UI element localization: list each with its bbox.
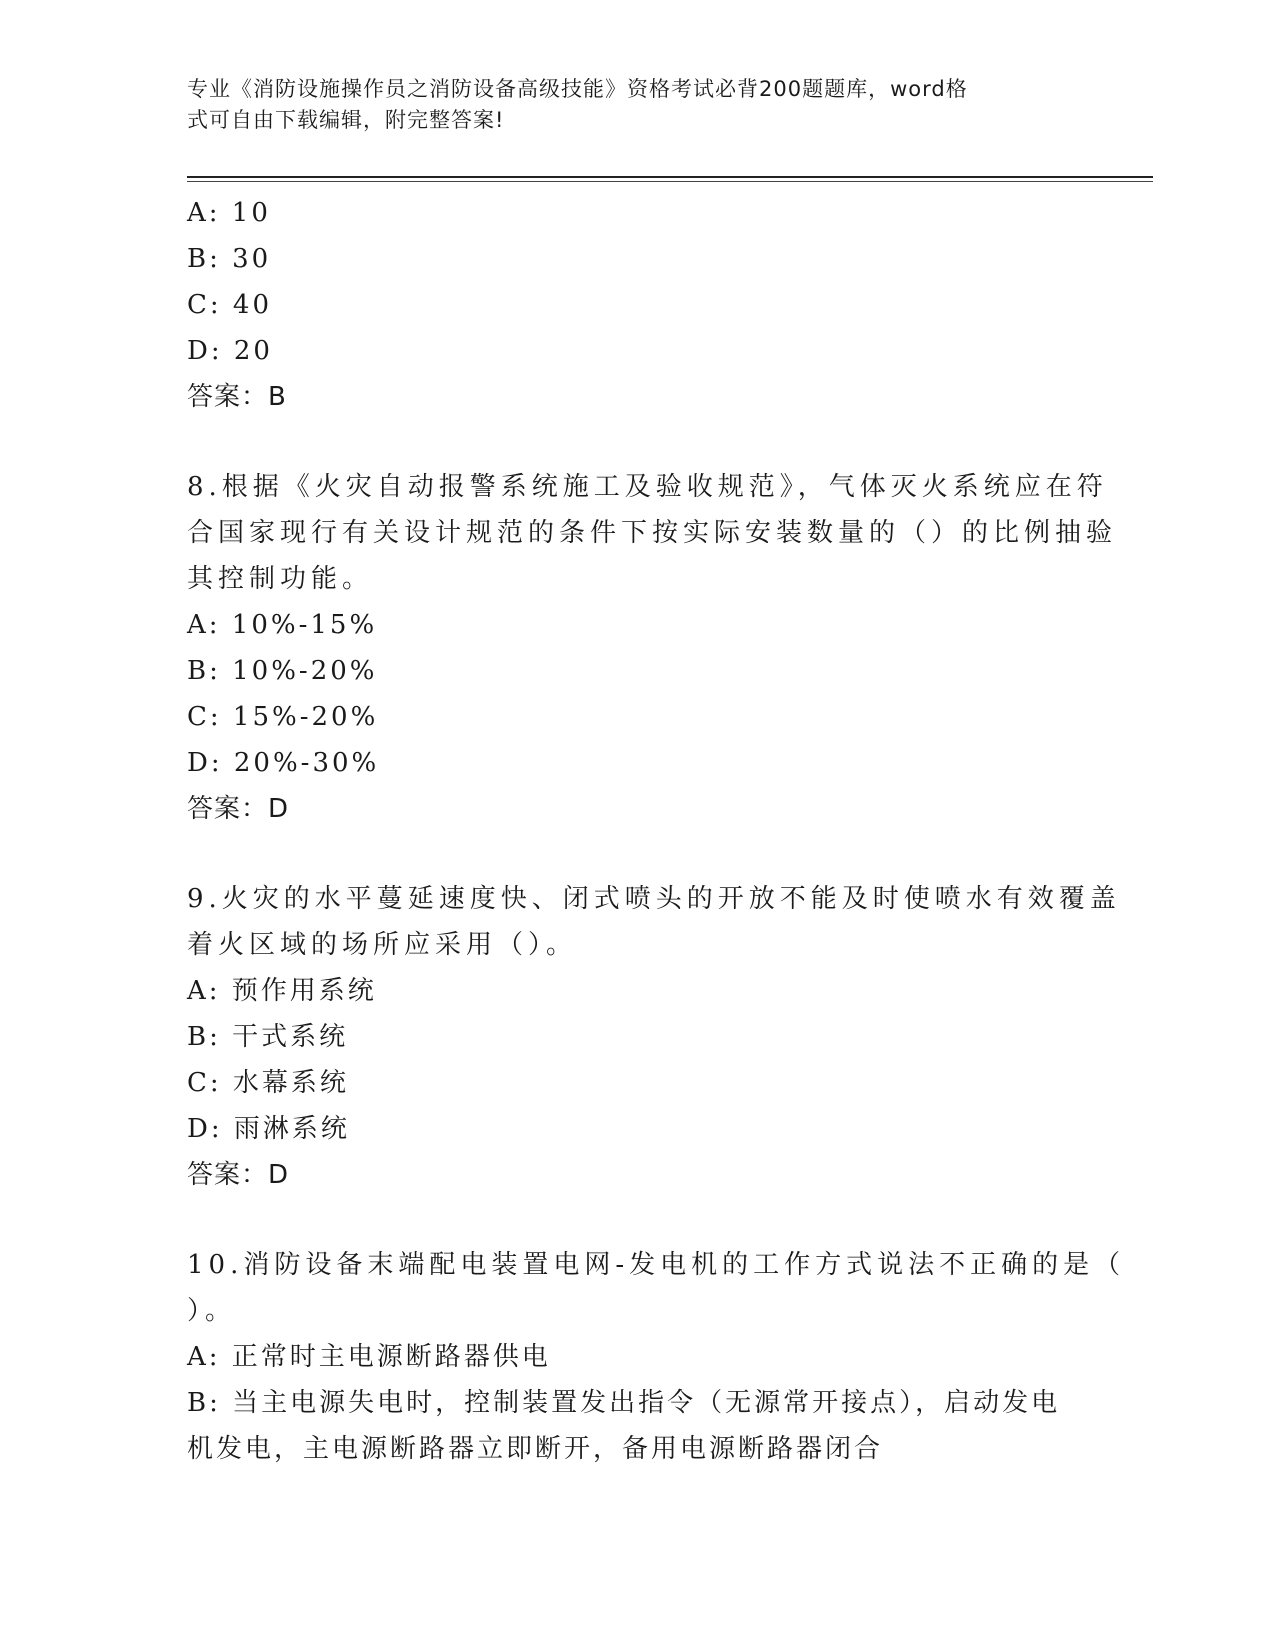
stem-line: 10.消防设备末端配电装置电网-发电机的工作方式说法不正确的是（ — [187, 1250, 1126, 1280]
question-stem — [187, 464, 1118, 602]
document-header — [187, 74, 1067, 136]
option-b: B: 当主电源失电时，控制装置发出指令（无源常开接点），启动发电 — [187, 1388, 1061, 1418]
option-c: C: 40 — [187, 290, 273, 320]
question-stem — [187, 876, 1121, 968]
option-c: C: 水幕系统 — [187, 1068, 349, 1098]
header-line-1: 专业《消防设施操作员之消防设备高级技能》资格考试必背200题题库，word格 — [187, 77, 968, 101]
option-b: B: 10%-20% — [187, 656, 378, 686]
question-8 — [187, 464, 1118, 832]
question-10 — [187, 1242, 1126, 1472]
header-divider-thin — [187, 181, 1153, 182]
question-list — [187, 190, 1126, 1472]
option-d: D: 20 — [187, 336, 273, 366]
question-7 — [187, 190, 1087, 420]
answer-line: 答案：B — [187, 382, 287, 412]
option-d: D: 20%-30% — [187, 748, 380, 778]
option-c: C: 15%-20% — [187, 702, 379, 732]
question-stem — [187, 1242, 1126, 1334]
option-a: A: 正常时主电源断路器供电 — [187, 1342, 551, 1372]
stem-line: 合国家现行有关设计规范的条件下按实际安装数量的（）的比例抽验 — [187, 518, 1118, 548]
stem-line: 着火区域的场所应采用（）。 — [187, 930, 578, 960]
stem-line: 8.根据《火灾自动报警系统施工及验收规范》，气体灭火系统应在符 — [187, 472, 1108, 502]
answer-line: 答案：D — [187, 1160, 290, 1190]
option-b-continued: 机发电，主电源断路器立即断开，备用电源断路器闭合 — [187, 1434, 884, 1464]
option-a: A: 预作用系统 — [187, 976, 377, 1006]
stem-line: 其控制功能。 — [187, 564, 374, 594]
question-9 — [187, 876, 1121, 1198]
option-d: D: 雨淋系统 — [187, 1114, 350, 1144]
stem-line: 9.火灾的水平蔓延速度快、闭式喷头的开放不能及时使喷水有效覆盖 — [187, 884, 1121, 914]
option-b: B: 30 — [187, 244, 272, 274]
stem-line: ）。 — [187, 1296, 237, 1326]
answer-line: 答案：D — [187, 794, 290, 824]
option-a: A: 10 — [187, 198, 271, 228]
header-line-2: 式可自由下载编辑，附完整答案! — [187, 108, 505, 132]
option-b: B: 干式系统 — [187, 1022, 349, 1052]
option-a: A: 10%-15% — [187, 610, 378, 640]
header-divider-thick — [187, 176, 1153, 178]
